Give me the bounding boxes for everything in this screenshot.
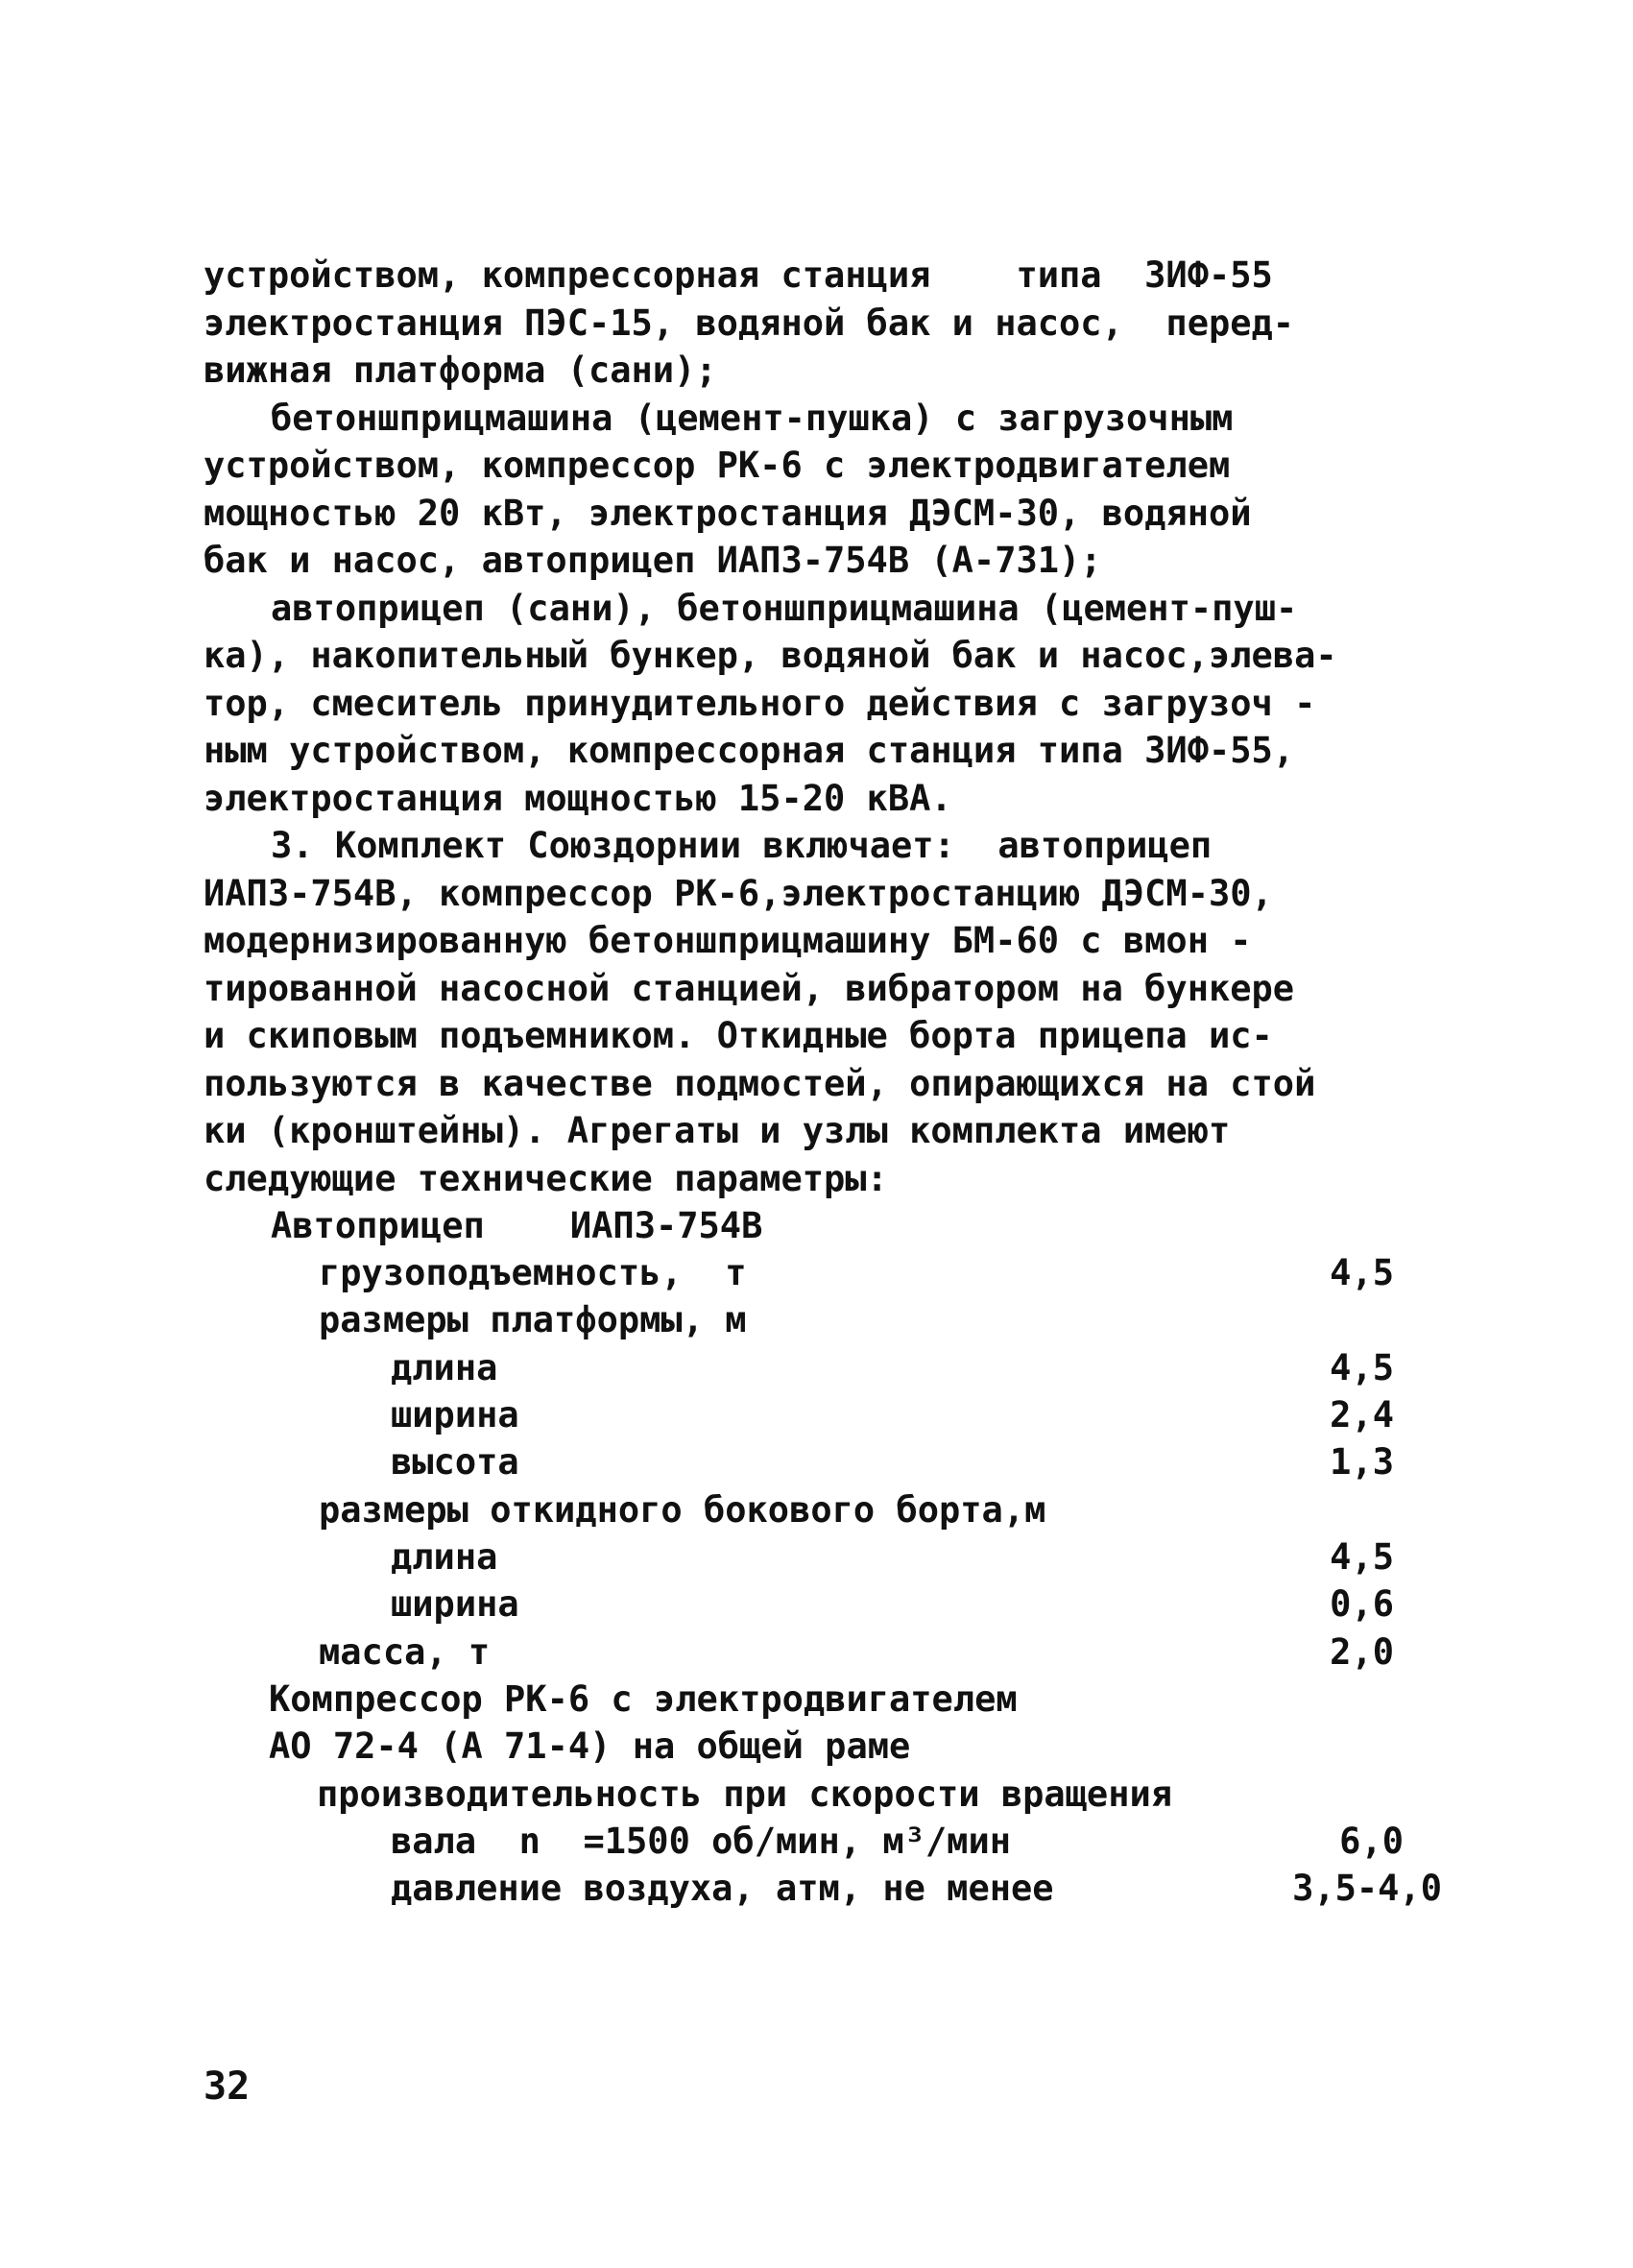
text-line: 3. Комплект Союздорнии включает: автоприцеп: [271, 825, 1213, 866]
spec-label: высота: [391, 1441, 519, 1483]
spec-row: [204, 1818, 1442, 1865]
spec-row: [204, 1296, 1442, 1343]
text-line: электростанция мощностью 15-20 кВА.: [204, 777, 952, 819]
text-line: автоприцеп (сани), бетоншприцмашина (цемент-пуш-: [271, 587, 1298, 629]
spec-value: 1,3: [1330, 1441, 1394, 1483]
spec-value: 0,6: [1330, 1583, 1394, 1625]
text-line: устройством, компрессор РК-6 с электродвигателем: [204, 445, 1231, 486]
text-line: ным устройством, компрессорная станция типа ЗИФ-55,: [204, 730, 1295, 771]
spec-value: 3,5-4,0: [1292, 1868, 1442, 1909]
spec-label: длина: [391, 1536, 498, 1578]
spec-label: размеры откидного бокового борта,м: [319, 1489, 1046, 1531]
text-line: модернизированную бетоншприцмашину БМ-60 с вмон -: [204, 920, 1252, 961]
text-line: тированной насосной станцией, вибратором на бункере: [204, 967, 1295, 1009]
spec-label: длина: [391, 1347, 498, 1388]
spec-label: вала n =1500 об/мин, м³/мин: [391, 1821, 1012, 1862]
spec-row: [204, 1202, 1442, 1249]
spec-row: [204, 1344, 1442, 1391]
spec-value: 2,0: [1330, 1631, 1394, 1673]
text-line: следующие технические параметры:: [204, 1157, 888, 1199]
text-line: мощностью 20 кВт, электростанция ДЭСМ-30, водяной: [204, 492, 1252, 534]
text-line: электростанция ПЭС-15, водяной бак и насос, перед-: [204, 302, 1295, 344]
spec-label: ширина: [391, 1583, 519, 1625]
text-line: вижная платформа (сани);: [204, 350, 717, 391]
paragraph-2: [204, 395, 1442, 585]
spec-label: ширина: [391, 1394, 519, 1436]
spec-label: АО 72-4 (А 71-4) на общей раме: [269, 1725, 911, 1767]
paragraph-3: [204, 585, 1442, 823]
spec-value: 4,5: [1330, 1536, 1394, 1578]
text-line: тор, смеситель принудительного действия с загрузоч -: [204, 682, 1316, 724]
body-text: [204, 252, 1442, 1918]
spec-value: 4,5: [1330, 1252, 1394, 1293]
spec-row: [204, 1629, 1442, 1676]
spec-value: 2,4: [1330, 1394, 1394, 1436]
spec-label: Компрессор РК-6 с электродвигателем: [269, 1678, 1018, 1720]
text-line: ки (кронштейны). Агрегаты и узлы комплекта имеют: [204, 1110, 1231, 1151]
spec-row: [204, 1533, 1442, 1580]
spec-row: [204, 1771, 1442, 1818]
text-line: ИАПЗ-754В, компрессор РК-6,электростанцию ДЭСМ-30,: [204, 872, 1273, 914]
text-line: бак и насос, автоприцеп ИАПЗ-754В (А-731);: [204, 540, 1102, 581]
spec-value: 4,5: [1330, 1347, 1394, 1388]
spec-row: [204, 1391, 1442, 1438]
spec-label: производительность при скорости вращения: [317, 1773, 1173, 1815]
spec-label: Автоприцеп ИАПЗ-754В: [271, 1205, 763, 1246]
spec-label: давление воздуха, атм, не менее: [391, 1868, 1054, 1909]
text-line: устройством, компрессорная станция типа ЗИФ-55: [204, 254, 1273, 296]
paragraph-1: [204, 252, 1442, 395]
paragraph-4: [204, 822, 1442, 1202]
spec-row: [204, 1438, 1442, 1485]
text-line: бетоншприцмашина (цемент-пушка) с загрузочным: [271, 397, 1234, 439]
spec-row: [204, 1865, 1442, 1912]
spec-row: [204, 1723, 1442, 1770]
spec-label: грузоподъемность, т: [319, 1252, 747, 1293]
spec-row: [204, 1580, 1442, 1628]
spec-row: [204, 1676, 1442, 1723]
spec-row: [204, 1486, 1442, 1533]
spec-value: 6,0: [1339, 1821, 1404, 1862]
text-line: пользуются в качестве подмостей, опирающихся на стой: [204, 1062, 1316, 1104]
spec-row: [204, 1249, 1442, 1296]
spec-table: [204, 1202, 1442, 1918]
text-line: ка), накопительный бункер, водяной бак и насос,элева-: [204, 635, 1337, 676]
page-number: 32: [204, 2064, 251, 2109]
spec-label: размеры платформы, м: [319, 1299, 747, 1340]
text-line: и скиповым подъемником. Откидные борта прицепа ис-: [204, 1015, 1273, 1056]
spec-label: масса, т: [319, 1631, 491, 1673]
